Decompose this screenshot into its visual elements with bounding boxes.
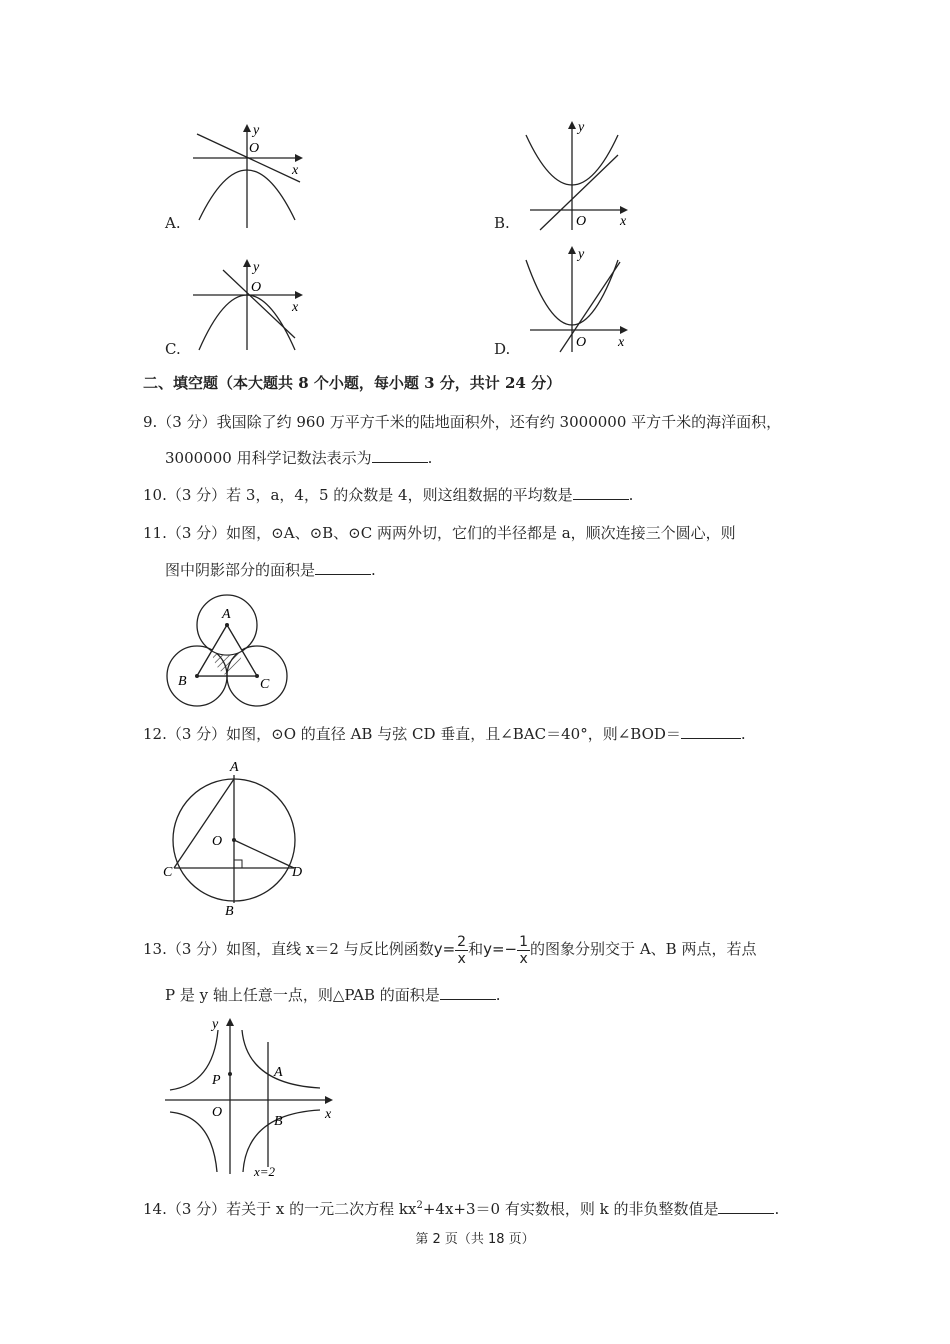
graph-option-c [185,255,310,355]
q14-post: +4x+3＝0 有实数根，则 k 的非负整数值是 [422,1200,719,1218]
q12-figure [160,755,310,920]
q11-line2 [165,558,376,581]
graph-option-d [520,240,640,355]
q13-f1-num: 2 [457,933,467,950]
svg-text:x: x [325,1107,332,1122]
svg-text:O: O [576,335,587,350]
q9-answer-blank[interactable] [372,446,428,463]
q13-f1-fraction [455,934,468,967]
option-d-label: D. [494,340,511,358]
q14-sup: 2 [416,1200,423,1211]
q14-line [143,1195,779,1220]
svg-text:P: P [212,1073,221,1088]
q10-text: 10.（3 分）若 3，a，4，5 的众数是 4，则这组数据的平均数是 [143,486,573,504]
svg-text:O: O [249,141,260,156]
option-c-label: C. [165,340,181,358]
q13-figure [160,1012,340,1182]
q13-post: 的图象分别交于 A、B 两点，若点 [530,940,757,958]
svg-text:x: x [618,335,625,350]
q12-end: . [740,725,746,743]
svg-text:A: A [274,1065,283,1080]
q13-line2-text: P 是 y 轴上任意一点，则△PAB 的面积是 [165,986,440,1004]
q10-line [143,483,633,506]
q11-line2-text: 图中阴影部分的面积是 [165,561,316,579]
graph-option-b [520,115,640,235]
graph-option-a [185,120,310,230]
q11-answer-blank[interactable] [315,558,371,575]
svg-text:y: y [253,260,260,275]
q13-f2-den: x [519,950,528,967]
svg-text:y: y [578,120,585,135]
q13-line1 [143,932,756,967]
q10-answer-blank[interactable] [573,483,629,500]
svg-text:x: x [292,163,299,178]
svg-text:B: B [178,674,187,689]
q13-line2 [165,983,501,1006]
svg-text:C: C [260,677,270,692]
page-footer: 第 2 页（共 18 页） [415,1232,535,1247]
option-b-label: B. [494,214,510,232]
q10-end: . [628,486,634,504]
q13-pre: 13.（3 分）如图，直线 x＝2 与反比例函数 [143,940,434,958]
q12-text: 12.（3 分）如图，⊙O 的直径 AB 与弦 CD 垂直，且∠BAC＝40°，则∠BOD＝ [143,725,681,743]
svg-text:B: B [225,904,234,919]
svg-text:O: O [212,834,223,849]
q9-line1: 9.（3 分）我国除了约 960 万平方千米的陆地面积外，还有约 3000000 平方千米的海洋面积， [143,413,782,431]
svg-text:y: y [212,1017,219,1032]
q9-line2-text: 3000000 用科学记数法表示为 [165,449,372,467]
svg-text:y: y [253,123,260,138]
q13-and: 和 [468,940,484,958]
svg-text:O: O [251,280,262,295]
svg-text:y: y [578,247,585,262]
svg-text:O: O [576,214,587,229]
q13-f1-den: x [457,950,466,967]
svg-text:B: B [274,1114,283,1129]
q13-f1-lhs: y= [433,940,456,958]
q12-line [143,722,746,745]
svg-text:A: A [230,760,239,775]
svg-text:x: x [292,300,299,315]
svg-text:x: x [620,214,627,229]
q9-end: . [427,449,433,467]
q11-end: . [371,561,376,579]
svg-text:x=2: x=2 [254,1164,276,1179]
q13-end: . [495,986,501,1004]
option-a-label: A. [165,214,181,232]
q11-figure [160,590,295,710]
q11-line1: 11.（3 分）如图，⊙A、⊙B、⊙C 两两外切，它们的半径都是 a，顺次连接三个圆心，则 [143,524,736,542]
q9-line2 [165,446,432,469]
section-title: 二、填空题（本大题共 8 个小题，每小题 3 分，共计 24 分） [143,374,562,392]
q14-end: . [774,1200,780,1218]
svg-text:C: C [163,865,173,880]
q13-f2-num: 1 [519,933,529,950]
q12-answer-blank[interactable] [681,722,741,739]
svg-text:O: O [212,1105,223,1120]
q13-f2-fraction [517,934,530,967]
svg-text:A: A [222,607,231,622]
svg-text:D: D [292,865,303,880]
q13-answer-blank[interactable] [440,983,496,1000]
q13-f2-lhs: y=− [483,940,518,958]
q14-pre: 14.（3 分）若关于 x 的一元二次方程 kx [143,1200,417,1218]
q14-answer-blank[interactable] [718,1197,774,1214]
